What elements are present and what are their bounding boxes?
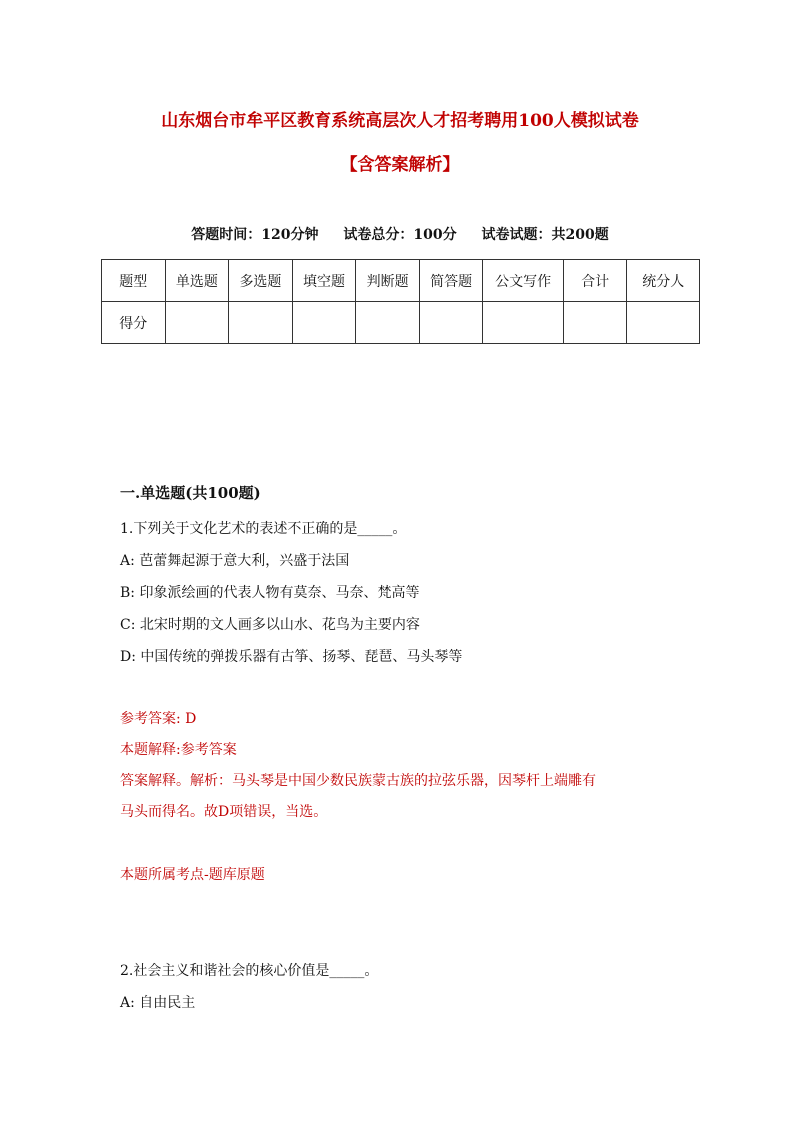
document-title: 山东烟台市牟平区教育系统高层次人才招考聘用100人模拟试卷 (161, 111, 639, 131)
score-cell[interactable] (292, 302, 356, 344)
question-stem: 1.下列关于文化艺术的表述不正确的是_____。 (120, 521, 407, 537)
exam-question-count: 试卷试题：共200题 (481, 227, 609, 243)
option-b: B: 印象派绘画的代表人物有莫奈、马奈、梵高等 (120, 585, 420, 601)
score-cell[interactable] (165, 302, 229, 344)
score-table-header: 多选题 (229, 260, 293, 302)
question-source: 本题所属考点-题库原题 (120, 867, 265, 883)
exam-meta (0, 224, 800, 244)
score-cell[interactable] (419, 302, 483, 344)
score-table-header: 填空题 (292, 260, 356, 302)
score-table-header: 单选题 (165, 260, 229, 302)
score-cell[interactable] (229, 302, 293, 344)
question-stem: 2.社会主义和谐社会的核心价值是_____。 (120, 963, 379, 979)
score-table-header: 公文写作 (483, 260, 563, 302)
explanation-text: 马头而得名。故D项错误，当选。 (120, 804, 328, 820)
score-table-header: 简答题 (419, 260, 483, 302)
score-row-label: 得分 (102, 302, 166, 344)
score-cell[interactable] (563, 302, 627, 344)
option-d: D: 中国传统的弹拨乐器有古筝、扬琴、琵琶、马头琴等 (120, 649, 463, 665)
option-a: A: 芭蕾舞起源于意大利，兴盛于法国 (120, 553, 350, 569)
score-table-header: 题型 (102, 260, 166, 302)
document-subtitle: 【含答案解析】 (340, 155, 460, 175)
exam-total-score: 试卷总分：100分 (343, 227, 457, 243)
option-a: A: 自由民主 (120, 995, 196, 1011)
option-c: C: 北宋时期的文人画多以山水、花鸟为主要内容 (120, 617, 420, 633)
explanation-title: 本题解释:参考答案 (120, 742, 237, 758)
score-table-row (102, 302, 700, 344)
answer-text: 参考答案: D (120, 711, 197, 727)
score-table (101, 259, 700, 344)
exam-time: 答题时间：120分钟 (191, 227, 319, 243)
score-table-header: 判断题 (356, 260, 420, 302)
score-cell[interactable] (483, 302, 563, 344)
score-table-header-row (102, 260, 700, 302)
score-cell[interactable] (356, 302, 420, 344)
score-table-header: 合计 (563, 260, 627, 302)
score-table-header: 统分人 (627, 260, 700, 302)
score-cell[interactable] (627, 302, 700, 344)
explanation-text: 答案解释。解析：马头琴是中国少数民族蒙古族的拉弦乐器，因琴杆上端雕有 (120, 773, 596, 789)
section-heading: 一.单选题(共100题) (120, 484, 261, 502)
